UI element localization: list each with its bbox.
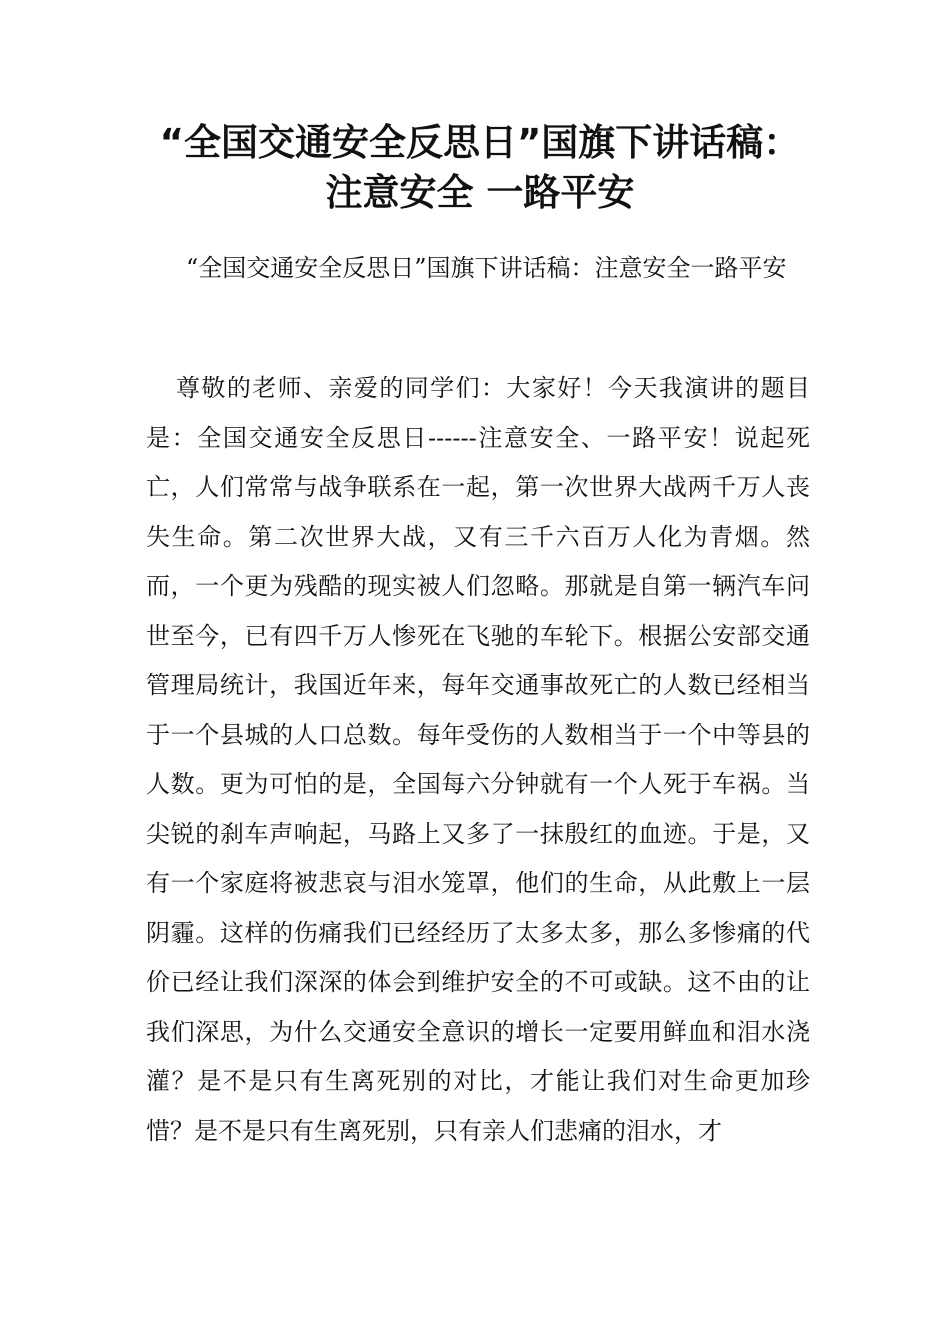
document-title xyxy=(140,118,820,218)
document-subtitle: “全国交通安全反思日”国旗下讲话稿：注意安全一路平安 xyxy=(186,254,787,282)
title-line-2: 注意安全 一路平安 xyxy=(325,171,635,214)
body-paragraph: 尊敬的老师、亲爱的同学们：大家好！今天我演讲的题目是：全国交通安全反思日------注意安全、一路平安！说起死亡，人们常常与战争联系在一起，第一次世界大战两千万人丧失生命。第二次世界大战，又有三千六百万人化为青烟。然而，一个更为残酷的现实被人们忽略。那就是自第一辆汽车问世至今，已有四千万人惨死在飞驰的车轮下。根据公安部交通管理局统计，我国近年来，每年交通事故死亡的人数已经相当于一个县城的人口总数。每年受伤的人数相当于一个中等县的人数。更为可怕的是，全国每六分钟就有一个人死于车祸。当尖锐的刹车声响起，马路上又多了一抹殷红的血迹。于是，又有一个家庭将被悲哀与泪水笼罩，他们的生命，从此敷上一层阴霾。这样的伤痛我们已经经历了太多太多，那么多惨痛的代价已经让我们深深的体会到维护安全的不可或缺。这不由的让我们深思，为什么交通安全意识的增长一定要用鲜血和泪水浇灌？是不是只有生离死别的对比，才能让我们对生命更加珍惜？是不是只有生离死别，只有亲人们悲痛的泪水，才 xyxy=(146,374,810,1145)
title-line-1: “全国交通安全反思日”国旗下讲话稿： xyxy=(159,121,801,164)
